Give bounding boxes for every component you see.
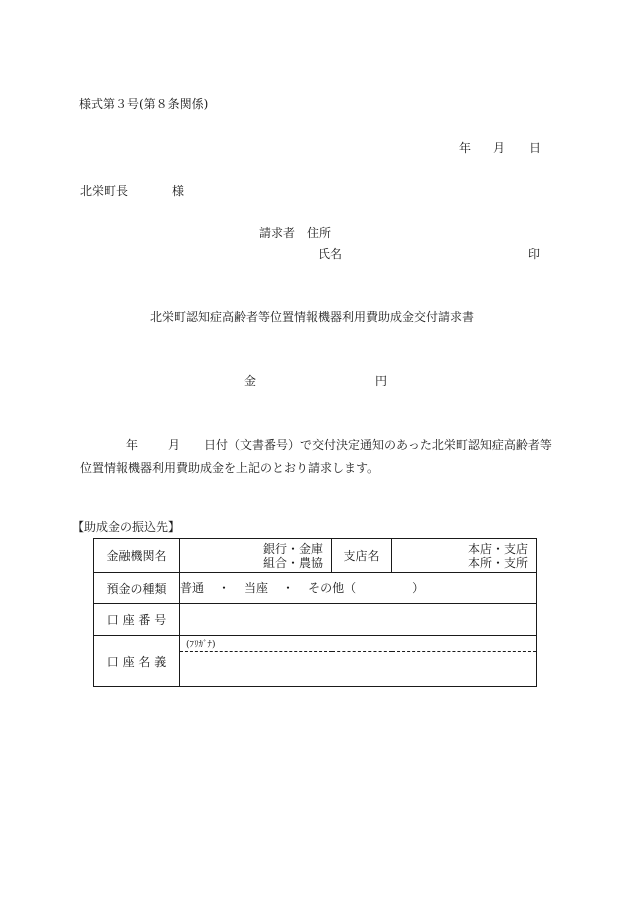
transfer-section-heading: 【助成金の振込先】 [72, 520, 181, 534]
account-name-label: 口 座 名 義 [94, 636, 180, 687]
branch-types-line1: 本店・支店 [467, 542, 528, 556]
bank-name-field[interactable] [180, 539, 332, 573]
furigana-label: (ﾌﾘｶﾞﾅ) [186, 640, 216, 650]
date-month-label: 月 [493, 141, 506, 155]
seal-mark: 印 [528, 247, 541, 261]
deposit-option-other[interactable]: その他（ [308, 581, 357, 595]
amount-unit: 円 [375, 374, 388, 388]
statement-text: 日付（文書番号）で交付決定通知のあった北栄町認知症高齢者等位置情報機器利用費助成金を上記のとおり請求します。 [80, 438, 552, 475]
bank-account-table [93, 538, 537, 687]
date-day-label: 日 [529, 141, 542, 155]
account-name-field[interactable] [180, 652, 537, 687]
account-name-furigana-field[interactable] [180, 636, 537, 652]
branch-types-line2: 本所・支所 [467, 556, 528, 570]
bank-types-line1: 銀行・金庫 [262, 542, 323, 556]
deposit-separator: ・ [282, 581, 295, 595]
branch-name-field[interactable] [392, 539, 537, 573]
bank-name-label: 金融機関名 [94, 539, 180, 573]
deposit-option-current[interactable]: 当座 [244, 581, 269, 595]
deposit-type-field[interactable] [180, 573, 537, 604]
name-label: 氏名 [318, 247, 343, 261]
deposit-other-close: ） [412, 581, 425, 595]
account-number-label: 口 座 番 号 [94, 604, 180, 636]
deposit-option-ordinary[interactable]: 普通 [180, 581, 205, 595]
date-year-label: 年 [459, 141, 472, 155]
bank-type-options [263, 542, 323, 570]
addressee: 北栄町長 [80, 184, 129, 198]
addressee-honorific: 様 [172, 184, 185, 198]
request-statement [80, 434, 556, 480]
amount-label: 金 [244, 374, 257, 388]
branch-label: 支店名 [332, 539, 392, 573]
deposit-type-label: 預金の種類 [94, 573, 180, 604]
account-number-field[interactable] [180, 604, 537, 636]
requester-label: 請求者 [259, 226, 296, 240]
bank-types-line2: 組合・農協 [262, 556, 323, 570]
form-number: 様式第３号(第８条関係) [79, 97, 209, 111]
document-title: 北栄町認知症高齢者等位置情報機器利用費助成金交付請求書 [150, 310, 475, 324]
branch-type-options [468, 542, 528, 570]
statement-month: 月 [168, 438, 181, 452]
address-label: 住所 [307, 226, 332, 240]
statement-year: 年 [126, 438, 139, 452]
deposit-separator: ・ [218, 581, 231, 595]
